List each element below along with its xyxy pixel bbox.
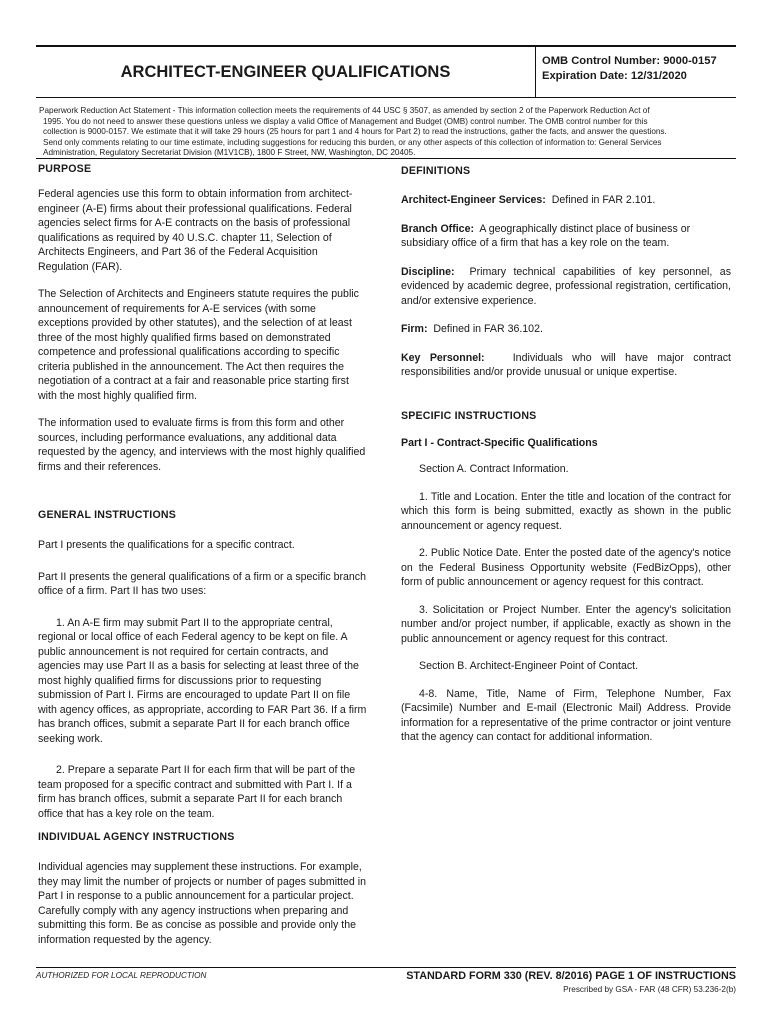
right-column: [401, 159, 731, 745]
prescribed-by: Prescribed by GSA - FAR (48 CFR) 53.236-2(b): [563, 985, 736, 994]
omb-control-number: OMB Control Number: 9000-0157: [542, 55, 717, 67]
general-paragraph: 1. An A-E firm may submit Part II to the appropriate central, regional or local office of each Federal agency to be kept on file. A public announcement is not required for certain contracts, and agencies may use Part II as a basis for selecting at least three of the most highly qualified firms for discussions prior to requesting submission of Part I. Firms are encouraged to update Part II on file with agency offices, as appropriate, according to FAR Part 36. If a firm has branch offices, submit a separate Part II for each branch office seeking work.: [38, 616, 367, 745]
pra-line: collection is 9000-0157. We estimate that it will take 29 hours (25 hours for part 1 and 4 hours for Part 2) to read the instructions, gather the facts, and answer the questions.: [43, 127, 667, 137]
definitions-heading: DEFINITIONS: [401, 165, 471, 177]
definition-item: Firm: Defined in FAR 36.102.: [401, 323, 543, 335]
form-title: ARCHITECT-ENGINEER QUALIFICATIONS: [120, 62, 451, 81]
form-header: [36, 45, 736, 98]
pra-line: Paperwork Reduction Act Statement - This information collection meets the requirements of 44 USC § 3507, as amended by section 2 of the Paperwork Reduction Act of: [39, 106, 650, 115]
pra-line: Send only comments relating to our time estimate, including suggestions for reducing this burden, or any other aspects of this collection of information to: General Services: [43, 137, 662, 147]
form-page: [36, 45, 736, 995]
instruction-item: 2. Public Notice Date. Enter the posted date of the agency's notice on the Federal Business Opportunity website (FedBizOpps), other form of public announcement or agency request for this contract.: [401, 547, 731, 588]
instruction-item: 4-8. Name, Title, Name of Firm, Telephone Number, Fax (Facsimile) Number and E-mail (Electronic Mail) Address. Provide information for a representative of the prime contractor or joint venture that the agency can contact for additional information.: [401, 687, 731, 743]
left-column: [38, 159, 368, 947]
pra-line: 1995. You do not need to answer these questions unless we display a valid Office of Management and Budget (OMB) control number. The OMB control number for this: [43, 116, 648, 126]
general-paragraph: 2. Prepare a separate Part II for each firm that will be part of the team proposed for a specific contract and submitted with Part I. If a firm has branch offices, submit a separate Part II for each branch office that has a key role on the team.: [38, 764, 356, 820]
instruction-item: 1. Title and Location. Enter the title and location of the contract for which this form is being submitted, exactly as shown in the public announcement or agency request.: [401, 490, 731, 532]
general-paragraph: Part II presents the general qualifications of a firm or a specific branch office of a firm. Part II has two uses:: [38, 570, 366, 597]
form-number: STANDARD FORM 330 (REV. 8/2016) PAGE 1 OF INSTRUCTIONS: [406, 970, 736, 982]
part1-heading: Part I - Contract-Specific Qualifications: [401, 436, 598, 449]
definition-item: Key Personnel: Individuals who will have major contract responsibilities and/or provide unusual or unique expertise.: [401, 351, 731, 378]
purpose-paragraph: The Selection of Architects and Engineers statute requires the public announcement of requirements for A-E services (with some exceptions provided by other statutes), and the selection of at least three of the most highly qualified firms based on demonstrated competence and professional qualifications according to specific criteria published in the announcement. The Act then requires the negotiation of a contract at a fair and reasonable price starting first with the most highly qualified firm.: [38, 288, 359, 402]
purpose-paragraph: Federal agencies use this form to obtain information from architect-engineer (A-E) firms about their professional qualifications. Federal agencies select firms for A-E contracts on the basis of professional qualifications as required by 40 U.S.C. chapter 11, Selection of Architects Engineers, and Part 36 of the Federal Acquisition Regulation (FAR).: [38, 188, 353, 273]
expiration-date: Expiration Date: 12/31/2020: [542, 70, 687, 82]
definition-item: Discipline: Primary technical capabilities of key personnel, as evidenced by academic degree, professional registration, certification, and/or extensive experience.: [401, 265, 731, 307]
specific-instructions-heading: SPECIFIC INSTRUCTIONS: [401, 409, 537, 422]
definition-item: Architect-Engineer Services: Defined in FAR 2.101.: [401, 194, 656, 206]
purpose-heading: PURPOSE: [38, 163, 92, 175]
instruction-columns: [36, 158, 736, 967]
agency-instructions-heading: INDIVIDUAL AGENCY INSTRUCTIONS: [38, 831, 235, 843]
agency-paragraph: Individual agencies may supplement these instructions. For example, they may limit the number of projects or number of pages submitted in Part I in response to a public announcement for a particular project. Carefully comply with any agency instructions when preparing and submitting this form. Be as concise as possible and provide only the information requested by the agency.: [38, 861, 366, 946]
pra-line: Administration, Regulatory Secretariat Division (M1V1CB), 1800 F Street, NW, Washington, DC 20405.: [43, 148, 416, 158]
definition-item: Branch Office: A geographically distinct place of business or subsidiary office of a firm that has a key role on the team.: [401, 222, 691, 249]
authorized-reproduction: AUTHORIZED FOR LOCAL REPRODUCTION: [36, 971, 207, 980]
purpose-paragraph: The information used to evaluate firms is from this form and other sources, including performance evaluations, any additional data requested by the agency, and interviews with the most highly qualified firms and their references.: [38, 417, 366, 473]
general-instructions-heading: GENERAL INSTRUCTIONS: [38, 509, 176, 521]
section-a-heading: Section A. Contract Information.: [419, 463, 569, 475]
form-footer: [36, 967, 736, 994]
paperwork-reduction-statement: [39, 106, 734, 159]
section-b-heading: Section B. Architect-Engineer Point of Contact.: [419, 660, 639, 672]
general-paragraph: Part I presents the qualifications for a specific contract.: [38, 539, 295, 551]
instruction-item: 3. Solicitation or Project Number. Enter the agency's solicitation number and/or project number, if applicable, exactly as shown in the public announcement or agency request for this contract.: [401, 603, 731, 645]
omb-box: [535, 47, 736, 97]
